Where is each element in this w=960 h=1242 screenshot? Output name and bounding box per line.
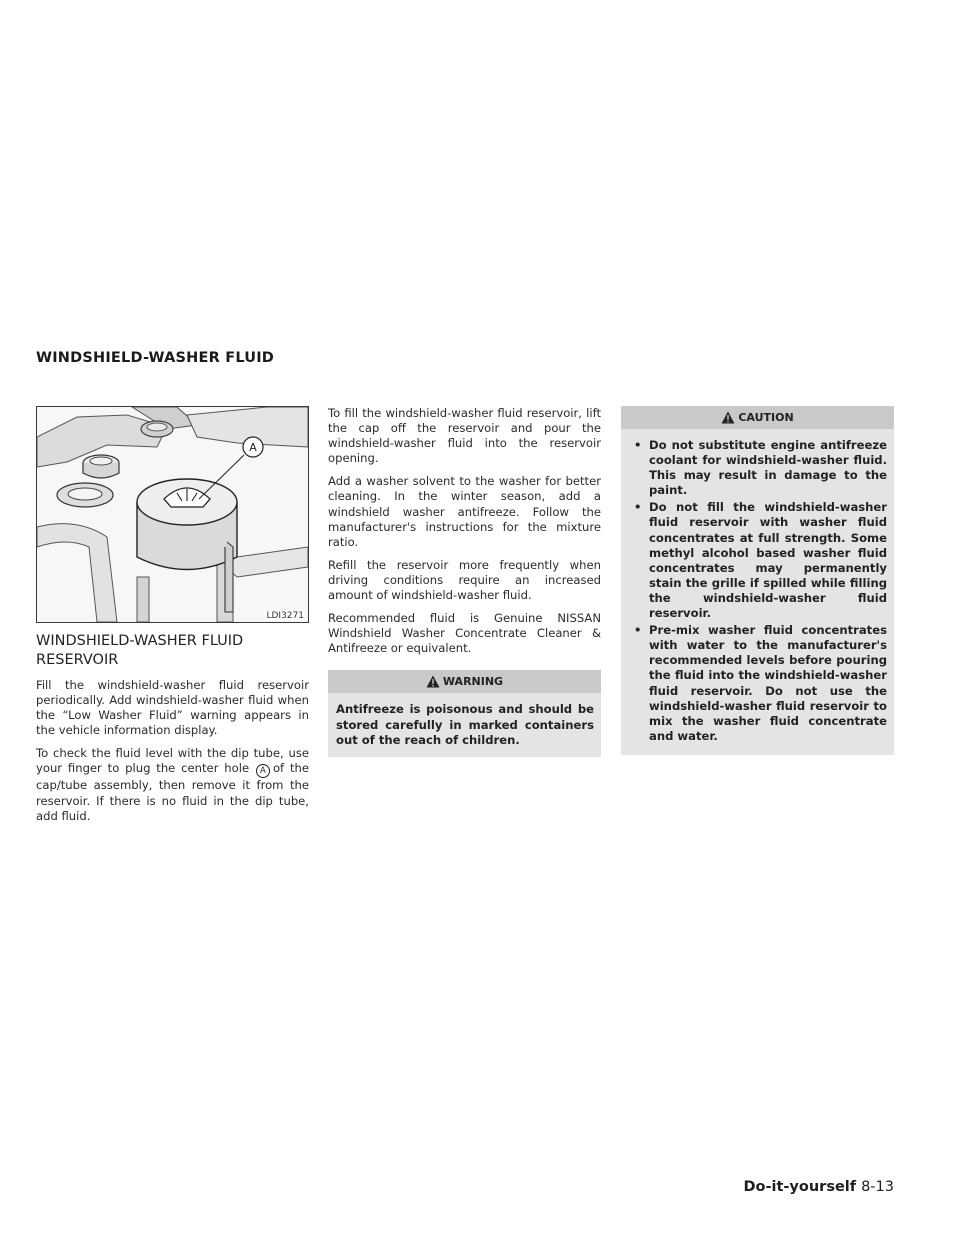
paragraph: Recommended fluid is Genuine NISSAN Windshield Washer Concentrate Cleaner & Antifreeze or equivalent.	[328, 611, 601, 656]
paragraph: Add a washer solvent to the washer for better cleaning. In the winter season, add a windshield washer antifreeze. Follow the manufacturer's instructions for the mixture ratio.	[328, 474, 601, 549]
list-item: • Pre-mix washer fluid concentrates with water to the manufacturer's recommended levels before pouring the fluid into the windshield-washer fluid reservoir. Do not use the windshield-washer fluid reservoir to mix the washer fluid concentrate and water.	[634, 623, 887, 743]
caution-list	[629, 438, 887, 744]
column-2	[328, 406, 601, 757]
list-item: • Do not fill the windshield-washer fluid reservoir with washer fluid concentrates at full strength. Some methyl alcohol based washer fluid concentrates may permanently stain the grille if spilled while filling the windshield-washer fluid reservoir.	[634, 500, 887, 621]
warning-title: WARNING	[442, 675, 504, 689]
caution-title: CAUTION	[738, 411, 794, 424]
caution-body	[621, 429, 894, 755]
list-item: • Do not substitute engine antifreeze coolant for windshield-washer fluid. This may result in damage to the paint.	[634, 438, 887, 498]
callout-label: A	[249, 441, 257, 454]
column-3	[621, 406, 894, 755]
page-footer	[744, 1176, 895, 1195]
warning-box	[328, 670, 601, 756]
bullet: •	[634, 438, 642, 452]
subsection-heading: WINDSHIELD-WASHER FLUID RESERVOIR	[36, 633, 244, 668]
paragraph: Fill the windshield-washer fluid reservoir periodically. Add windshield-washer fluid when the “Low Washer Fluid” warning appears in the vehicle information display.	[36, 678, 309, 738]
chapter-name: Do-it-yourself	[743, 1179, 857, 1195]
callout-a-badge: A	[256, 764, 270, 778]
warning-header	[328, 670, 601, 693]
paragraph: To fill the windshield-washer fluid reservoir, lift the cap off the reservoir and pour the windshield-washer fluid into the reservoir opening.	[328, 406, 601, 466]
reservoir-illustration	[36, 406, 309, 623]
warning-icon	[426, 675, 440, 688]
caution-icon	[721, 411, 735, 424]
page-number: 8-13	[861, 1179, 894, 1195]
column-1	[36, 406, 309, 832]
figure-code: LDI3271	[266, 611, 304, 621]
caution-header	[621, 406, 894, 429]
caution-box	[621, 406, 894, 755]
engine-bay-drawing	[37, 407, 308, 622]
section-title: WINDSHIELD-WASHER FLUID	[36, 350, 275, 366]
warning-text: Antifreeze is poisonous and should be stored carefully in marked containers out of the reach of children.	[336, 702, 594, 747]
warning-body	[328, 693, 601, 756]
paragraph: Refill the reservoir more frequently when driving conditions require an increased amount of windshield-washer fluid.	[328, 557, 601, 603]
bullet: •	[634, 623, 642, 638]
bullet: •	[634, 500, 642, 515]
paragraph: To check the fluid level with the dip tube, use your finger to plug the center hole A of the cap/tube assembly, then remove it from the reservoir. If there is no fluid in the dip tube, add fluid.	[36, 746, 310, 823]
